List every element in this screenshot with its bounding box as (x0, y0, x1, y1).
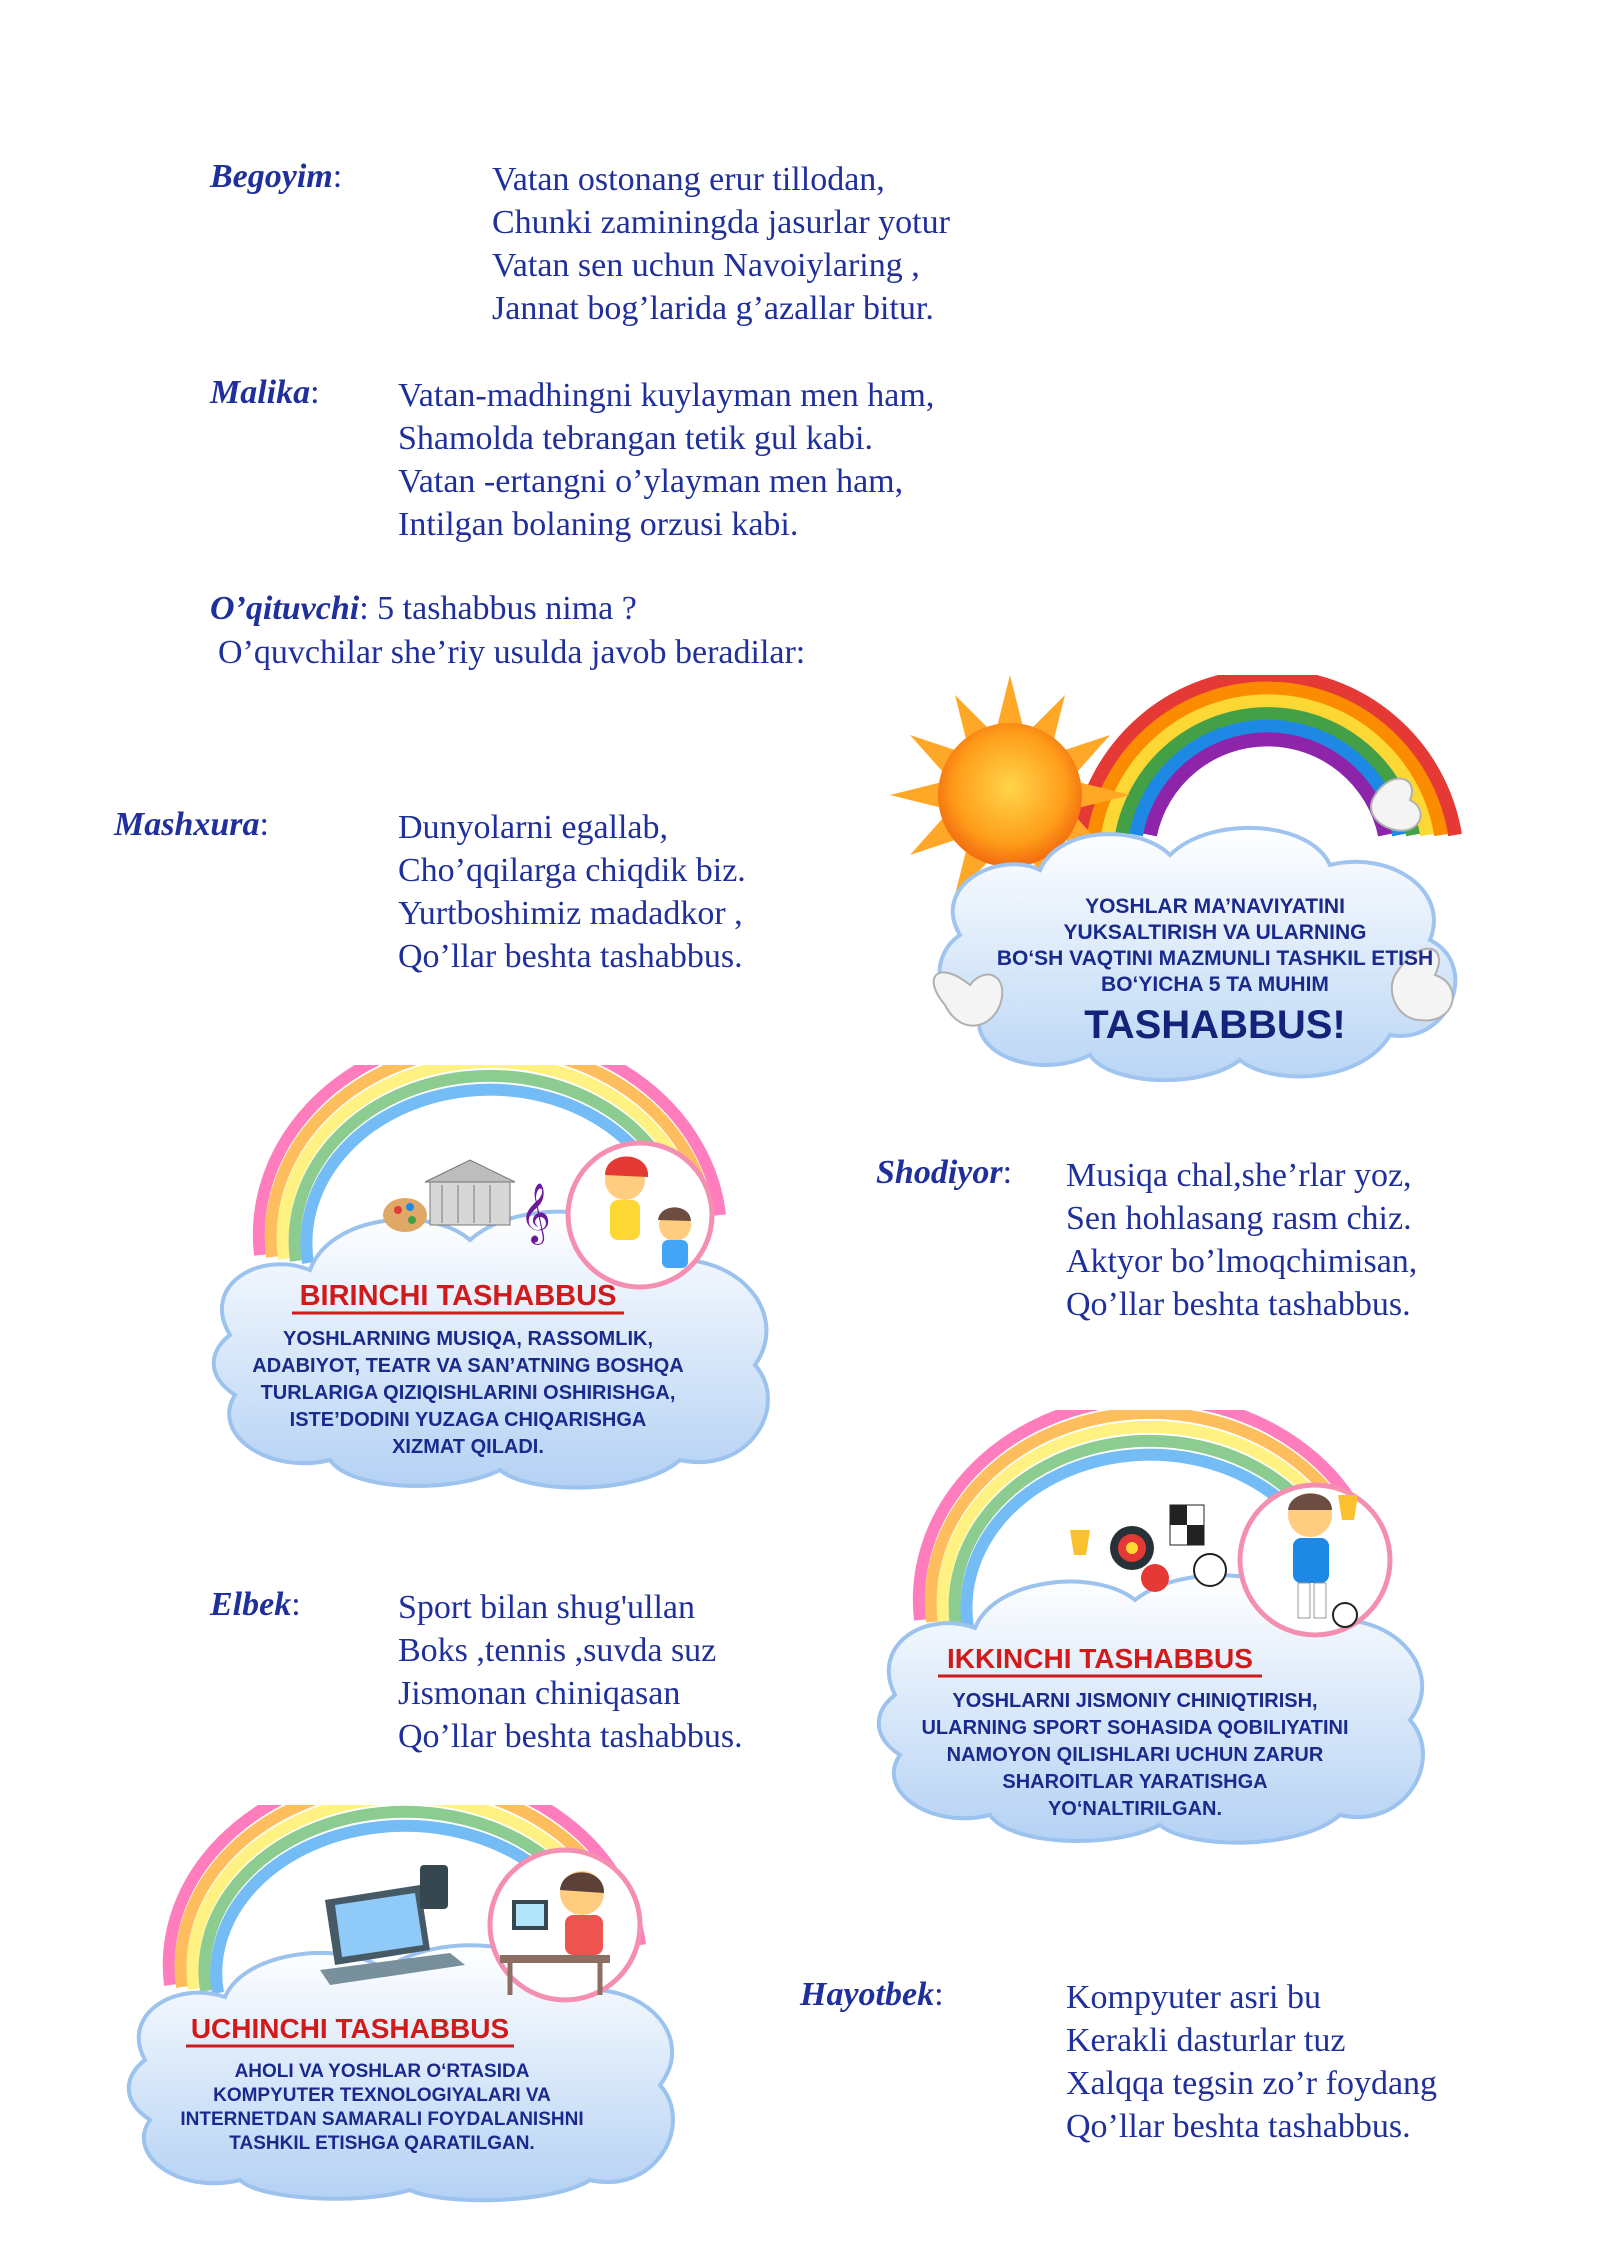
verse-begoyim (492, 158, 950, 330)
banner-main-line: YUKSALTIRISH VA ULARNING (1063, 921, 1367, 944)
verse-line: Chunki zaminingda jasurlar yotur (492, 204, 950, 241)
verse-elbek (398, 1586, 743, 1758)
banner-main-line: YOSHLAR MA’NAVIYATINI (1085, 895, 1345, 918)
verse-line: Qo’llar beshta tashabbus. (398, 938, 743, 975)
speaker-oqituvchi: O’qituvchi (210, 590, 360, 627)
verse-line: Vatan -ertangni o’ylayman men ham, (398, 463, 904, 500)
banner-third-line: INTERNETDAN SAMARALI FOYDALANISHNI (180, 2109, 584, 2130)
speaker-begoyim: Begoyim: (210, 158, 343, 195)
verse-mashxura (398, 806, 746, 978)
verse-line: Yurtboshimiz madadkor , (398, 895, 743, 932)
banner-main-headline: TASHABBUS! (1084, 1003, 1346, 1047)
verse-line: Aktyor bo’lmoqchimisan, (1066, 1243, 1418, 1280)
banner-second-line: NAMOYON QILISHLARI UCHUN ZARUR (946, 1744, 1324, 1766)
banner-second-line: ULARNING SPORT SOHASIDA QOBILIYATINI (921, 1717, 1349, 1739)
banner-first-line: ADABIYOT, TEATR VA SAN’ATNING BOSHQA (252, 1355, 684, 1377)
verse-line: Vatan-madhingni kuylayman men ham, (398, 377, 935, 414)
verse-line: Musiqa chal,she’rlar yoz, (1066, 1157, 1412, 1194)
music-note-icon: 𝄞 (520, 1185, 551, 1242)
verse-shodiyor (1066, 1154, 1417, 1326)
verse-malika (398, 374, 934, 546)
sports-equipment-icon (1070, 1505, 1226, 1592)
banner-first (200, 1065, 780, 1495)
verse-line: Vatan ostonang erur tillodan, (492, 161, 885, 198)
banner-main-line: BO‘SH VAQTINI MAZMUNLI TASHKIL ETISH (996, 947, 1434, 970)
verse-line: Sport bilan shug'ullan (398, 1589, 696, 1626)
verse-line: Boks ,tennis ,suvda suz (398, 1632, 717, 1669)
verse-line: Qo’llar beshta tashabbus. (398, 1718, 743, 1755)
speaker-mashxura: Mashxura: (114, 806, 269, 843)
teacher-note: O’quvchilar she’riy usulda javob beradilar: (218, 634, 806, 671)
banner-main (890, 675, 1470, 1095)
banner-third-line: TASHKIL ETISHGA QARATILGAN. (229, 2133, 535, 2154)
banner-third (120, 1805, 700, 2205)
verse-hayotbek (1066, 1976, 1437, 2148)
boy-computer-icon (490, 1850, 640, 2000)
banner-first-title: BIRINCHI TASHABBUS (299, 1280, 617, 1312)
verse-line: Vatan sen uchun Navoiylaring , (492, 247, 920, 284)
verse-line: Kerakli dasturlar tuz (1066, 2022, 1346, 2059)
verse-line: Cho’qqilarga chiqdik biz. (398, 852, 746, 889)
banner-third-art (120, 1805, 700, 2205)
verse-line: Sen hohlasang rasm chiz. (1066, 1200, 1412, 1237)
verse-line: Kompyuter asri bu (1066, 1979, 1321, 2016)
verse-line: Shamolda tebrangan tetik gul kabi. (398, 420, 873, 457)
teacher-question: O’qituvchi: 5 tashabbus nima ? (210, 590, 637, 627)
banner-main-line: BO‘YICHA 5 TA MUHIM (1101, 973, 1329, 996)
banner-second-line: SHAROITLAR YARATISHGA (1002, 1771, 1268, 1793)
speaker-hayotbek: Hayotbek: (800, 1976, 944, 2013)
verse-line: Intilgan bolaning orzusi kabi. (398, 506, 799, 543)
boy-football-icon (1240, 1485, 1390, 1635)
banner-first-line: TURLARIGA QIZIQISHLARINI OSHIRISHGA, (260, 1382, 676, 1404)
question-text: 5 tashabbus nima ? (377, 590, 637, 627)
verse-line: Qo’llar beshta tashabbus. (1066, 1286, 1411, 1323)
banner-third-line: AHOLI VA YOSHLAR O‘RTASIDA (234, 2061, 530, 2082)
banner-first-line: YOSHLARNING MUSIQA, RASSOMLIK, (282, 1328, 654, 1350)
banner-first-art (200, 1065, 780, 1495)
speaker-elbek: Elbek: (210, 1586, 301, 1623)
verse-line: Jismonan chiniqasan (398, 1675, 681, 1712)
verse-line: Jannat bog’larida g’azallar bitur. (492, 290, 934, 327)
verse-line: Xalqqa tegsin zo’r foydang (1066, 2065, 1438, 2102)
speaker-malika: Malika: (210, 374, 320, 411)
speaker-shodiyor: Shodiyor: (876, 1154, 1013, 1191)
verse-line: Qo’llar beshta tashabbus. (1066, 2108, 1411, 2145)
kids-icon (568, 1143, 712, 1287)
banner-second (870, 1410, 1430, 1850)
banner-second-line: YO‘NALTIRILGAN. (1047, 1798, 1223, 1820)
theatre-icon (425, 1160, 515, 1225)
banner-second-title: IKKINCHI TASHABBUS (947, 1643, 1253, 1674)
banner-second-line: YOSHLARNI JISMONIY CHINIQTIRISH, (952, 1690, 1318, 1712)
verse-line: Dunyolarni egallab, (398, 809, 669, 846)
banner-third-line: KOMPYUTER TEXNOLOGIYALARI VA (213, 2085, 551, 2106)
palette-icon (383, 1198, 427, 1232)
banner-first-line: ISTE’DODINI YUZAGA CHIQARISHGA (289, 1409, 647, 1431)
banner-first-line: XIZMAT QILADI. (392, 1436, 544, 1458)
banner-third-title: UCHINCHI TASHABBUS (190, 2013, 510, 2044)
banner-second-art (870, 1410, 1430, 1850)
banner-main-art (890, 675, 1470, 1095)
